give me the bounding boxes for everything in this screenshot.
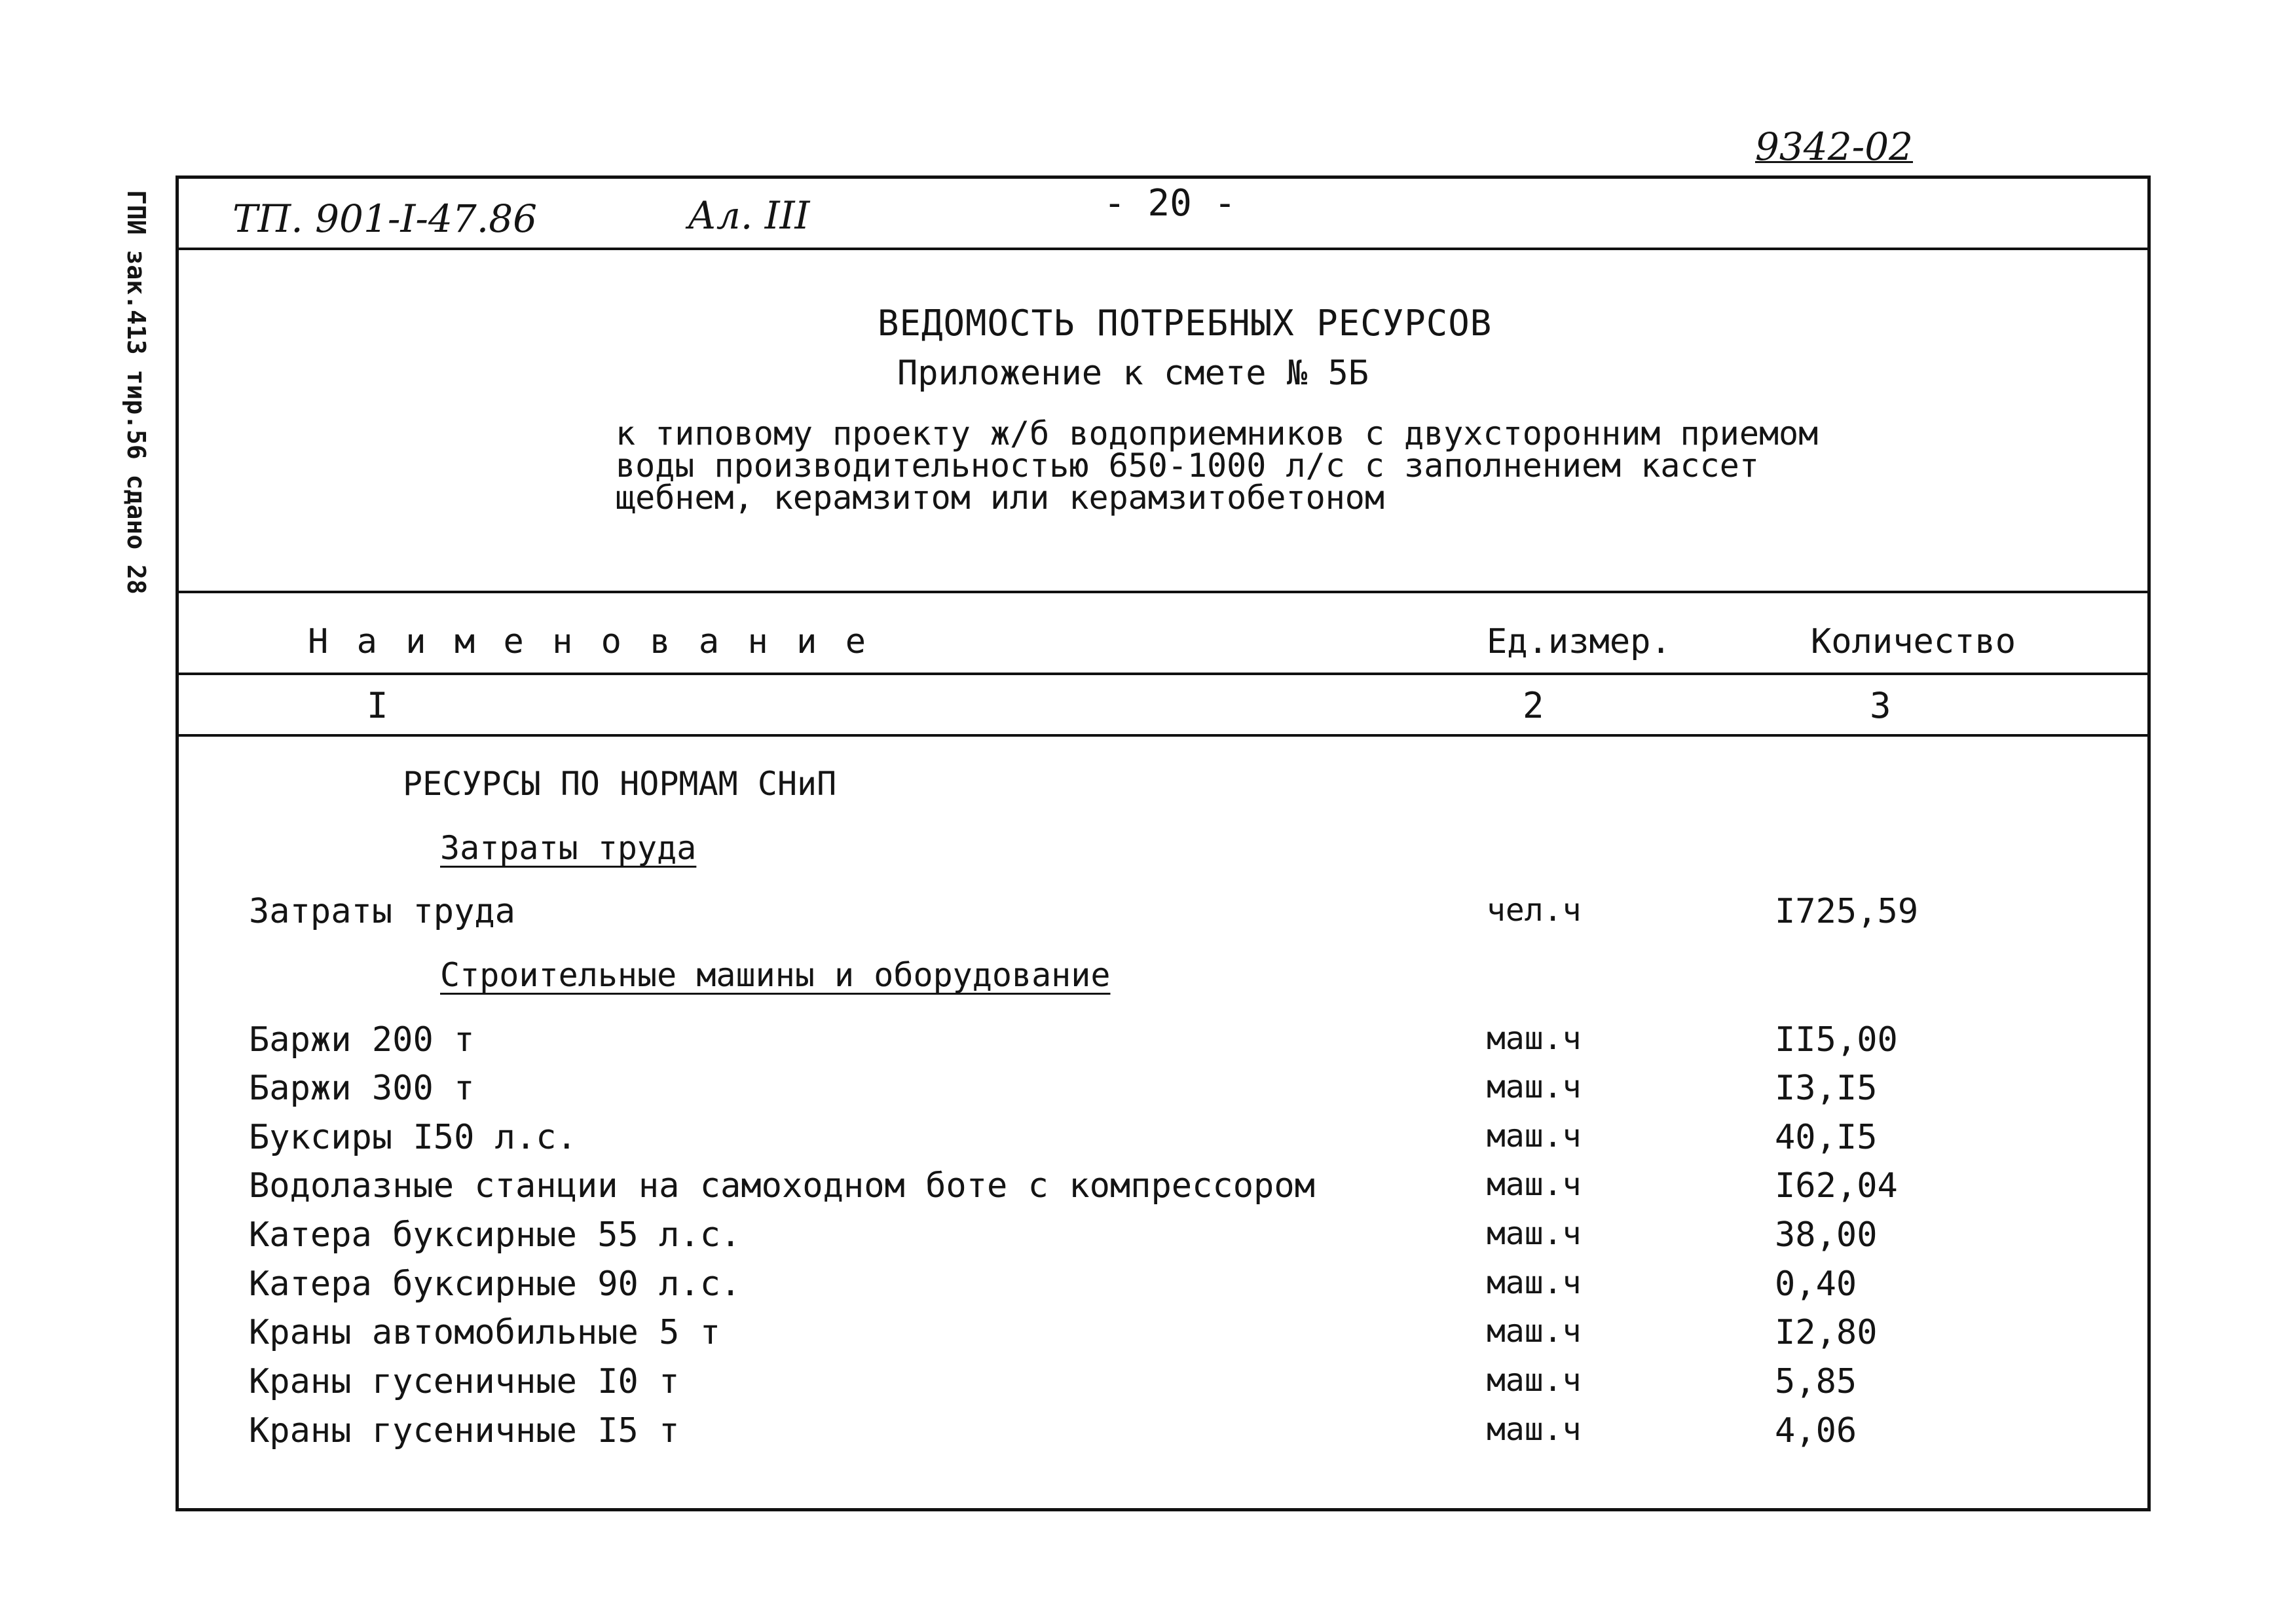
labor-heading: Затраты труда [440, 829, 697, 867]
row-quantity: I62,04 [1775, 1166, 1898, 1206]
column-name-header: Н а и м е н о в а н и е [308, 622, 870, 661]
row-unit: маш.ч [1487, 1166, 1582, 1203]
column-unit-header: Ед.измер. [1487, 622, 1671, 661]
row-name: Краны автомобильные 5 т [249, 1313, 721, 1352]
table-row [249, 892, 1952, 936]
row-name: Краны гусеничные I0 т [249, 1362, 680, 1401]
row-name: Катера буксирные 90 л.с. [249, 1264, 741, 1304]
description-line: воды производительностью 650-1000 л/с с заполнением кассет [616, 447, 1759, 485]
machines-heading: Строительные машины и оборудование [440, 956, 1111, 994]
title-divider [176, 591, 2149, 593]
row-name: Баржи 200 т [249, 1020, 475, 1060]
column-number-divider [176, 734, 2149, 737]
row-quantity: 38,00 [1775, 1215, 1878, 1255]
row-quantity: I3,I5 [1775, 1069, 1878, 1108]
row-unit: маш.ч [1487, 1411, 1582, 1448]
column-quantity-header: Количество [1811, 622, 2016, 661]
table-row [249, 1069, 1952, 1113]
page-number: - 20 - [1103, 182, 1236, 225]
row-unit: маш.ч [1487, 1362, 1582, 1399]
row-unit: маш.ч [1487, 1118, 1582, 1154]
row-quantity: II5,00 [1775, 1020, 1898, 1060]
row-name: Затраты труда [249, 892, 515, 931]
table-row [249, 1215, 1952, 1260]
row-quantity: 5,85 [1775, 1362, 1857, 1401]
description-block [616, 415, 1819, 517]
row-quantity: 0,40 [1775, 1264, 1857, 1304]
row-unit: маш.ч [1487, 1069, 1582, 1105]
row-unit: чел.ч [1487, 892, 1582, 929]
row-name: Водолазные станции на самоходном боте с компрессором [249, 1166, 1315, 1206]
table-row [249, 1313, 1952, 1357]
table-row [249, 1118, 1952, 1162]
row-name: Баржи 300 т [249, 1069, 475, 1108]
row-unit: маш.ч [1487, 1264, 1582, 1301]
project-code: ТП. 901-I-47.86 [232, 196, 537, 241]
row-name: Катера буксирные 55 л.с. [249, 1215, 741, 1255]
sheet-number: 9342-02 [1755, 124, 1914, 169]
description-line: к типовому проекту ж/б водоприемников с двухсторонним приемом [616, 415, 1819, 452]
table-row [249, 1362, 1952, 1407]
row-unit: маш.ч [1487, 1313, 1582, 1350]
table-row [249, 1411, 1952, 1456]
row-name: Краны гусеничные I5 т [249, 1411, 680, 1450]
row-name: Буксиры I50 л.с. [249, 1118, 577, 1157]
table-row [249, 1020, 1952, 1065]
column-number-1: I [367, 685, 388, 726]
table-row [249, 1264, 1952, 1309]
column-head-divider [176, 673, 2149, 675]
row-unit: маш.ч [1487, 1215, 1582, 1252]
row-unit: маш.ч [1487, 1020, 1582, 1057]
document-subtitle: Приложение к смете № 5Б [897, 354, 1369, 393]
section-title: РЕСУРСЫ ПО НОРМАМ СНиП [403, 765, 837, 803]
row-quantity: I725,59 [1775, 892, 1919, 931]
album-number: Ал. III [688, 193, 810, 238]
document-title: ВЕДОМОСТЬ ПОТРЕБНЫХ РЕСУРСОВ [878, 303, 1493, 344]
row-quantity: 4,06 [1775, 1411, 1857, 1450]
header-divider [176, 248, 2149, 250]
column-number-3: 3 [1870, 685, 1891, 726]
description-line: щебнем, керамзитом или керамзитобетоном [616, 479, 1384, 517]
row-quantity: 40,I5 [1775, 1118, 1878, 1157]
side-stamp: ГПИ зак.413 тир.56 сдано 28 [122, 190, 151, 595]
row-quantity: I2,80 [1775, 1313, 1878, 1352]
column-number-2: 2 [1523, 685, 1544, 726]
table-row [249, 1166, 1952, 1211]
